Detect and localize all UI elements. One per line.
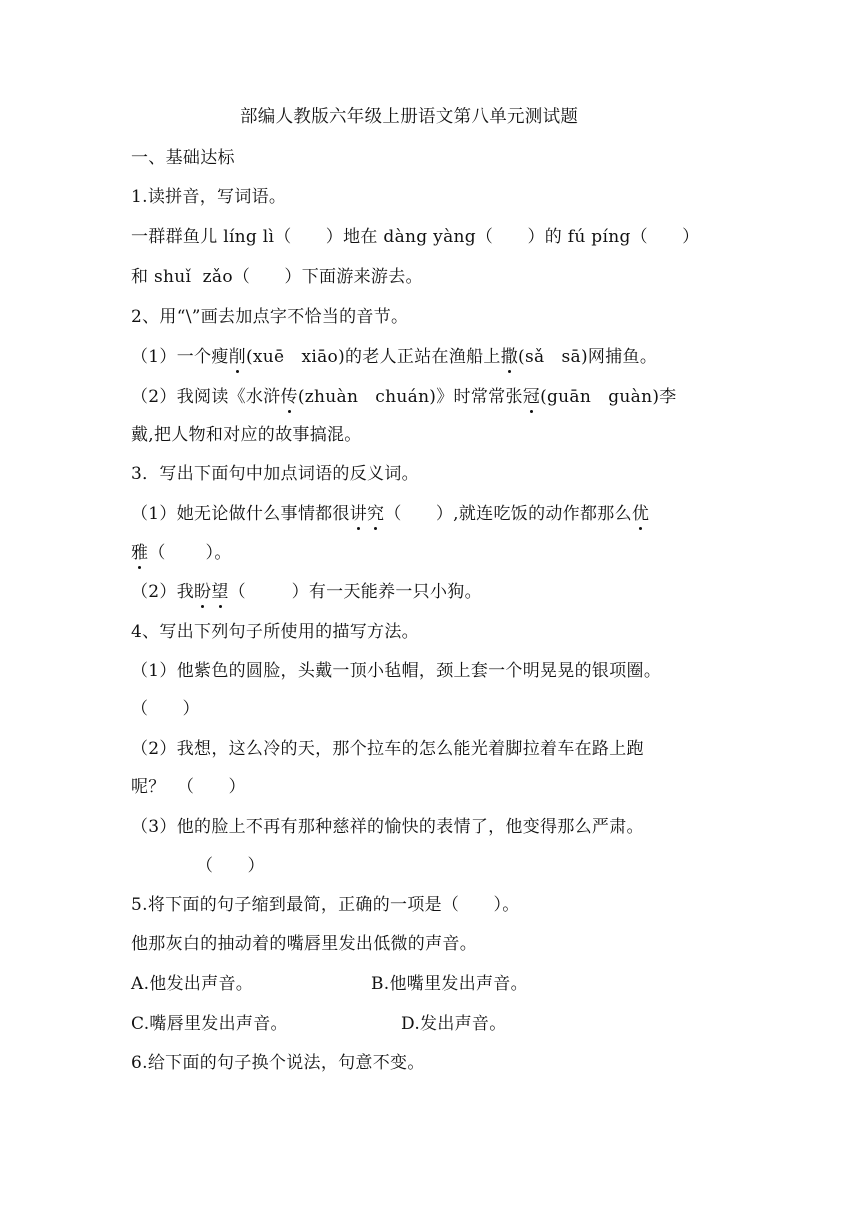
- question-3-item-1: [131, 503, 649, 525]
- question-4-heading: 4、写出下列句子所使用的描写方法。: [131, 622, 419, 642]
- option-b: B.他嘴里发出声音。: [371, 974, 528, 994]
- question-4-item-2-cont: 呢？ （ ）: [131, 777, 246, 797]
- dotted-char: 传: [280, 387, 298, 407]
- dotted-char: 究: [367, 504, 385, 524]
- question-5-heading: 5.将下面的句子缩到最简，正确的一项是（ ）。: [131, 895, 520, 915]
- question-3-item-2: [131, 581, 482, 603]
- question-3-item-1-cont: [131, 542, 232, 564]
- dotted-char: 雅: [131, 543, 149, 563]
- dotted-char: 优: [631, 504, 650, 524]
- dotted-char: 撒: [500, 347, 519, 367]
- question-2-heading: 2、用“\”画去加点字不恰当的音节。: [131, 307, 409, 327]
- text-segment: （1）她无论做什么事情都很: [131, 504, 350, 524]
- text-segment: (sǎ sā)网捕鱼。: [518, 347, 658, 367]
- question-4-item-1-blank: （ ）: [131, 699, 200, 719]
- question-6-heading: 6.给下面的句子换个说法，句意不变。: [131, 1053, 425, 1073]
- dotted-char: 盼: [194, 582, 212, 602]
- question-1-line-1: 一群群鱼儿 líng lì（ ）地在 dàng yàng（ ）的 fú píng（ ）: [131, 227, 700, 247]
- dotted-char: 削: [228, 347, 246, 367]
- option-d: D.发出声音。: [401, 1014, 507, 1034]
- question-4-item-3: （3）他的脸上不再有那种慈祥的愉快的表情了，他变得那么严肃。: [131, 817, 644, 837]
- dotted-char: 望: [211, 582, 229, 602]
- question-2-item-2: [131, 386, 677, 408]
- option-c: C.嘴唇里发出声音。: [131, 1014, 288, 1034]
- text-segment: （ ）。: [148, 543, 232, 563]
- text-segment: (guān guàn)李: [540, 387, 677, 407]
- text-segment: (zhuàn chuán)》时常常张: [297, 387, 523, 407]
- question-4-item-3-blank: （ ）: [196, 856, 265, 876]
- dotted-char: 冠: [522, 387, 541, 407]
- dotted-char: 讲: [349, 504, 368, 524]
- question-3-heading: 3．写出下面句中加点词语的反义词。: [131, 464, 419, 484]
- text-segment: （2）我: [131, 582, 195, 602]
- question-4-item-2: （2）我想，这么冷的天，那个拉车的怎么能光着脚拉着车在路上跑: [131, 739, 644, 759]
- text-segment: （1）一个瘦: [131, 347, 229, 367]
- text-segment: (xuē xiāo)的老人正站在渔船上: [245, 347, 501, 367]
- question-2-item-2-cont: 戴,把人物和对应的故事搞混。: [131, 425, 362, 445]
- page-title: 部编人教版六年级上册语文第八单元测试题: [240, 107, 579, 127]
- text-segment: （2）我阅读《水浒: [131, 387, 281, 407]
- section-heading: 一、基础达标: [131, 148, 235, 168]
- question-1-heading: 1.读拼音，写词语。: [131, 187, 287, 207]
- question-4-item-1: （1）他紫色的圆脸，头戴一顶小毡帽，颈上套一个明晃晃的银项圈。: [131, 661, 662, 681]
- question-2-item-1: [131, 346, 657, 368]
- text-segment: （ ）,就连吃饭的动作都那么: [384, 504, 632, 524]
- question-5-sentence: 他那灰白的抽动着的嘴唇里发出低微的声音。: [131, 934, 477, 954]
- question-1-line-2: 和 shuǐ zǎo（ ）下面游来游去。: [131, 267, 423, 287]
- text-segment: （ ）有一天能养一只小狗。: [228, 582, 482, 602]
- option-a: A.他发出声音。: [131, 974, 254, 994]
